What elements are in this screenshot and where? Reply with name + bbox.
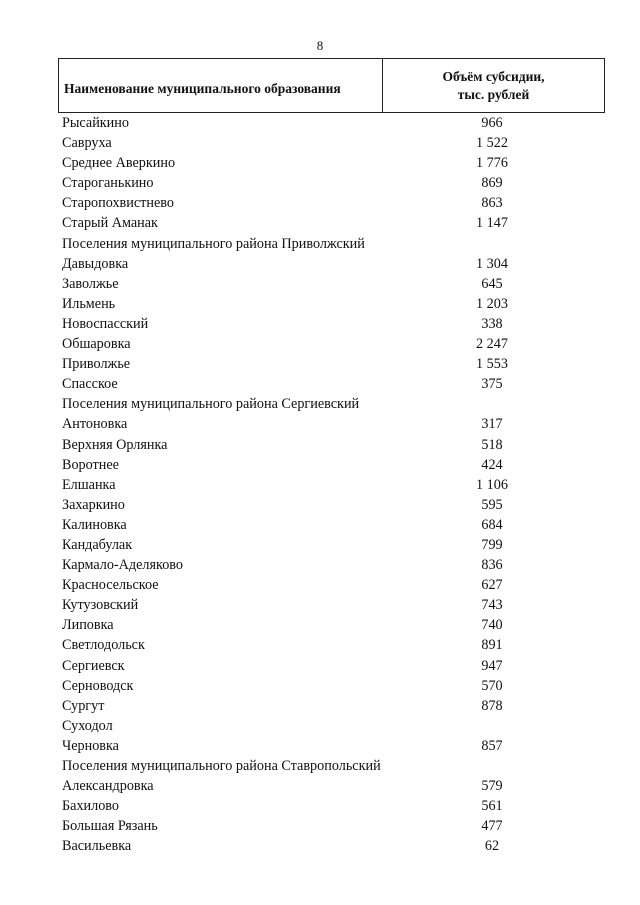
row-value: 1 553 [476,356,508,373]
row-name: Среднее Аверкино [62,155,176,172]
row-name: Воротнее [62,456,119,473]
row-name: Сергиевск [62,657,125,674]
table-row [58,173,605,193]
page-number: 8 [316,38,324,53]
table-row [58,234,605,254]
row-value: 799 [481,536,503,553]
table-row [58,193,605,213]
table-row [58,716,605,736]
row-name: Ильмень [62,295,116,312]
column-header-value [383,59,604,112]
row-value: 1 304 [476,255,508,272]
row-value: 684 [481,516,503,533]
table-row [58,495,605,515]
row-name: Савруха [62,135,112,152]
table-row [58,796,605,816]
row-value: 863 [481,195,503,212]
table-row [58,294,605,314]
row-value: 570 [481,677,503,694]
row-name: Большая Рязань [62,818,158,835]
row-name: Васильевка [62,838,132,855]
row-value: 645 [481,275,503,292]
row-value: 561 [481,798,503,815]
row-value: 743 [481,597,503,614]
table-row [58,756,605,776]
table-row [58,435,605,455]
row-value: 1 147 [476,215,508,232]
row-value: 740 [481,617,503,634]
row-name: Поселения муниципального района Сергиевский [62,396,360,413]
row-value: 62 [484,838,500,855]
column-header-value-line2: тыс. рублей [457,86,530,102]
row-value: 1 106 [476,476,508,493]
table-row [58,334,605,354]
row-value: 836 [481,557,503,574]
row-value: 966 [481,115,503,131]
row-name: Кандабулак [62,536,133,553]
row-name: Верхняя Орлянка [62,436,168,453]
row-name: Поселения муниципального района Ставропольский [62,758,381,774]
table-row [58,656,605,676]
table-row [58,314,605,334]
table-row [58,213,605,233]
row-name: Александровка [62,778,154,795]
table-row [58,776,605,796]
row-value: 477 [481,818,503,835]
row-value: 1 776 [476,155,508,172]
table-row [58,736,605,756]
row-name: Светлодольск [62,637,145,654]
row-name: Бахилово [62,798,119,815]
table-row [58,394,605,414]
row-value: 579 [481,778,503,795]
row-value: 1 522 [476,135,508,152]
row-name: Рысайкино [62,115,129,131]
table-row [58,414,605,434]
row-name: Черновка [62,737,119,754]
row-name: Суходол [62,717,113,734]
table-row [58,615,605,635]
row-name: Сургут [62,697,105,714]
row-name: Красносельское [62,577,159,594]
row-value: 857 [481,737,503,754]
row-name: Кутузовский [62,597,139,614]
table-header [58,58,605,113]
row-name: Кармало-Аделяково [62,557,183,574]
row-value: 878 [481,697,503,714]
table-body [58,113,605,856]
table-row [58,836,605,856]
row-name: Новоспасский [62,315,149,332]
row-name: Старопохвистнево [62,195,174,212]
row-name: Калиновка [62,516,127,533]
table-row [58,113,605,133]
table-row [58,535,605,555]
table-row [58,696,605,716]
table-row [58,153,605,173]
row-name: Липовка [62,617,114,634]
row-name: Антоновка [62,416,128,433]
row-value: 518 [481,436,503,453]
row-name: Спасское [62,376,118,393]
row-name: Захаркино [62,496,125,513]
row-value: 891 [481,637,503,654]
row-value: 338 [481,315,503,332]
row-value: 2 247 [476,336,508,353]
row-value: 627 [481,577,503,594]
table-row [58,595,605,615]
row-name: Елшанка [62,476,116,493]
row-value: 947 [481,657,503,674]
table-row [58,555,605,575]
row-name: Обшаровка [62,336,131,353]
row-name: Приволжье [62,356,131,373]
row-name: Поселения муниципального района Приволжский [62,235,365,252]
table-row [58,475,605,495]
row-name: Старый Аманак [62,215,158,232]
row-value: 869 [481,175,503,192]
row-name: Серноводск [62,677,134,694]
table-row [58,515,605,535]
column-header-value-line1: Объём субсидии, [442,68,545,84]
table-row [58,133,605,153]
table-row [58,254,605,274]
row-value: 317 [481,416,503,433]
table-row [58,635,605,655]
table-row [58,575,605,595]
row-name: Заволжье [62,275,119,292]
row-name: Староганькино [62,175,154,192]
table-row [58,816,605,836]
table-row [58,274,605,294]
table-row [58,676,605,696]
row-value: 424 [481,456,503,473]
row-name: Давыдовка [62,255,129,272]
table-row [58,374,605,394]
table-row [58,455,605,475]
row-value: 1 203 [476,295,508,312]
row-value: 595 [481,496,503,513]
row-value: 375 [481,376,503,393]
table-row [58,354,605,374]
column-header-name: Наименование муниципального образования [59,59,383,112]
